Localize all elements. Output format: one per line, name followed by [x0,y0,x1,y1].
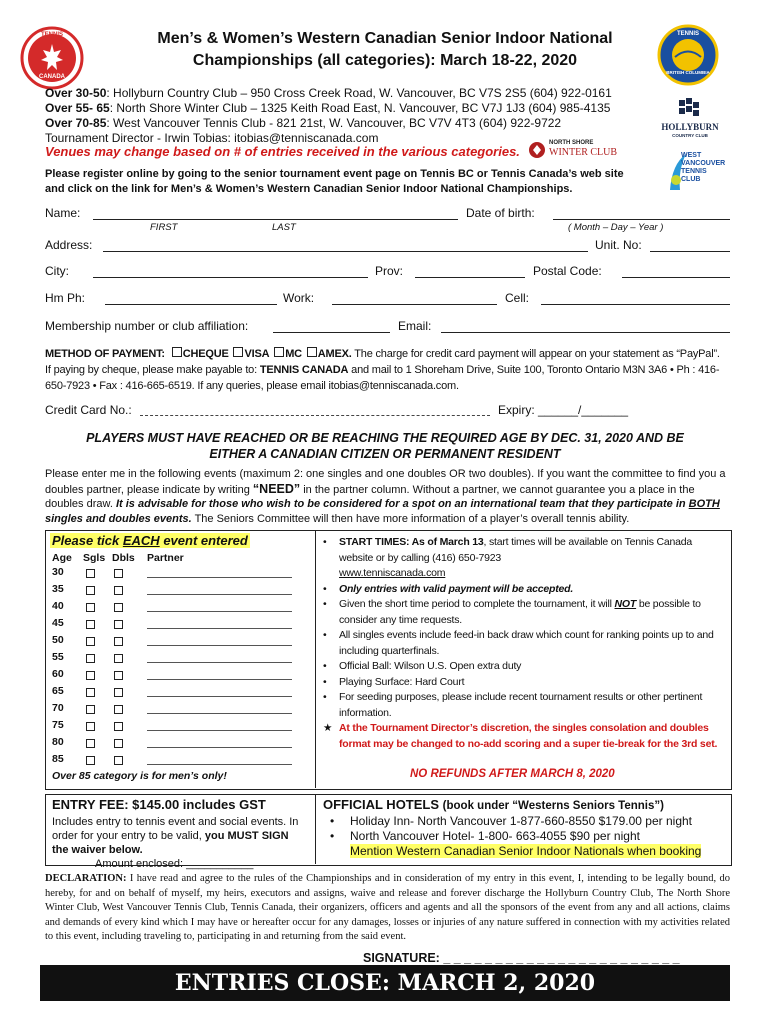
doubles-checkbox-60[interactable] [114,671,123,680]
doubles-checkbox-35[interactable] [114,586,123,595]
valid-payment-text: Only entries with valid payment will be accepted. [339,582,574,595]
page-title [150,28,620,72]
mention-booking-note: Mention Western Canadian Senior Indoor Nationals when booking [350,844,702,858]
payment-text-2: and mail to 1 Shoreham Drive, Suite 100, Toronto Ontario M3N 3A6 • Ph : 416-650-7923 • Fax : 416-665-6519. If any queries, please email itobias@tenniscanada.com. [45,364,720,392]
not-emphasis: NOT [614,598,637,610]
singles-checkbox-75[interactable] [86,722,95,731]
event-row-80 [52,736,312,752]
mc-label: MC [285,348,302,360]
unit-field[interactable] [650,251,730,252]
work-phone-label: Work: [283,291,315,305]
prov-label: Prov: [375,264,404,278]
unit-label: Unit. No: [595,238,642,252]
tennis-canada-logo-bottom: CANADA [39,74,65,80]
cell-field[interactable] [541,304,730,305]
event-row-35 [52,583,312,599]
need-keyword: “NEED” [252,481,301,496]
singles-checkbox-35[interactable] [86,586,95,595]
event-age: 85 [52,753,64,765]
payment-section [45,346,725,394]
entries-close-text: ENTRIES CLOSE: MARCH 2, 2020 [174,970,596,996]
first-name-hint: FIRST [150,222,178,233]
event-row-70 [52,702,312,718]
venue-1-text: : Hollyburn Country Club – 950 Cross Creek Road, W. Vancouver, BC V7S 2S5 (604) 922-0161 [106,86,612,100]
west-van-logo-3: TENNIS [681,168,707,175]
singles-checkbox-60[interactable] [86,671,95,680]
partner-field-65[interactable] [147,696,292,697]
header-sgls: Sgls [83,552,106,564]
fee-hotels-divider [315,794,316,864]
singles-feed-text: All singles events include feed-in back draw which count for ranking points up to and including quarterfinals. [339,629,714,657]
star-icon: ★ [323,722,333,734]
city-label: City: [45,264,69,278]
tennis-bc-logo-top: TENNIS [676,31,699,37]
no-refunds-notice: NO REFUNDS AFTER MARCH 8, 2020 [410,768,615,780]
partner-field-30[interactable] [147,577,292,578]
doubles-checkbox-40[interactable] [114,603,123,612]
director-note-text: At the Tournament Director’s discretion, the singles consolation and doubles format may be changed to no-add scoring and a super tie-break for the 3rd set. [339,722,718,750]
hollyburn-logo [655,96,725,142]
declaration-text: I have read and agree to the rules of the Championships and in consideration of my entry in this event, I, intending to be legally bound, do hereby, for and on behalf of myself, my heirs, executors and assigns, waive and release and forever discharge the Hollyburn Country Club, The North Shore Winter Club, West Vancouver Tennis Club, Tennis Canada, their organizers, officers and agents and all the sponsors of the event from any and all actions, claims and demands of every kind which I may have or hereafter occur for any damages, losses or injuries of any nature suffered in connection with my activities related to this event, including traveling to, participating in and returning from the said event. [45,873,731,942]
doubles-checkbox-75[interactable] [114,722,123,731]
payee: TENNIS CANADA [259,364,349,376]
event-row-55 [52,651,312,667]
event-age: 45 [52,617,64,629]
hotel-item-1: • Holiday Inn- North Vancouver 1-877-660-8550 $179.00 per night [330,814,692,828]
venue-3-text: : West Vancouver Tennis Club - 821 21st, W. Vancouver, BC V7V 4T3 (604) 922-9722 [106,116,562,130]
email-field[interactable] [441,332,730,333]
start-times-label: START TIMES: As of March 13 [339,536,484,548]
doubles-checkbox-70[interactable] [114,705,123,714]
tennis-bc-logo-bottom: BRITISH COLUMBIA [666,70,710,75]
venue-list [45,86,612,146]
players-notice-2: EITHER A CANADIAN CITIZEN OR PERMANENT RESIDENT [209,447,561,461]
event-row-45 [52,617,312,633]
name-label: Name: [45,206,81,220]
tick-title-pre: Please tick [52,533,120,548]
event-age: 40 [52,600,64,612]
bullet-ball: • Official Ball: Wilson U.S. Open extra duty [323,660,522,672]
venue-1 [45,86,612,101]
entry-fee-title: ENTRY FEE: $145.00 includes GST [52,797,266,812]
doubles-checkbox-50[interactable] [114,637,123,646]
bullet-singles-feed: • All singles events include feed-in back draw which count for ranking points up to and including quarterfinals. [323,629,714,657]
partner-field-70[interactable] [147,713,292,714]
partner-field-85[interactable] [147,764,292,765]
event-age: 55 [52,651,64,663]
home-phone-label: Hm Ph: [45,291,86,305]
visa-checkbox[interactable] [233,347,243,357]
singles-checkbox-55[interactable] [86,654,95,663]
register-note: Please register online by going to the senior tournament event page on Tennis BC or Tennis Canada’s web site and click on the link for Men’s & Women’s Western Canadian Senior Indoor National Championships. [45,168,624,195]
title-line-1: Men’s & Women’s Western Canadian Senior Indoor National [157,30,613,47]
partner-field-80[interactable] [147,747,292,748]
work-phone-field[interactable] [332,304,497,305]
visa-label: VISA [244,348,270,360]
signature-field[interactable]: SIGNATURE: _ _ _ _ _ _ _ _ _ _ _ _ _ _ _ _ _ _ _ _ _ _ _ [363,951,680,965]
postal-label: Postal Code: [533,264,602,278]
expiry-field[interactable]: Expiry: ______/_______ [498,403,629,417]
postal-field[interactable] [622,277,730,278]
surface-text: Playing Surface: Hard Court [339,675,465,688]
header-dbls: Dbls [112,552,135,564]
short-time-1: Given the short time period to complete the tournament, it will [339,598,612,610]
event-age: 60 [52,668,64,680]
hotels-subtitle: (book under “Westerns Seniors Tennis”) [442,800,664,812]
partner-field-55[interactable] [147,662,292,663]
event-row-65 [52,685,312,701]
hotels-list [330,814,725,859]
west-van-logo-4: CLUB [681,176,701,183]
entry-fee-text: Includes entry to tennis event and social events. In order for your entry to be valid, [52,816,299,842]
singles-checkbox-45[interactable] [86,620,95,629]
singles-checkbox-30[interactable] [86,569,95,578]
tennis-bc-logo [657,24,719,86]
hotel-item-1-text: Holiday Inn- North Vancouver 1-877-660-8550 $179.00 per night [350,814,692,828]
north-shore-logo-bottom: WINTER CLUB [549,147,618,158]
singles-checkbox-70[interactable] [86,705,95,714]
venue-2-age: Over 55- 65 [45,101,110,115]
header-partner: Partner [147,552,184,564]
credit-card-label: Credit Card No.: [45,403,132,417]
doubles-checkbox-30[interactable] [114,569,123,578]
singles-checkbox-80[interactable] [86,739,95,748]
amex-checkbox[interactable] [307,347,317,357]
email-label: Email: [398,319,432,333]
partner-field-75[interactable] [147,730,292,731]
dob-field[interactable] [553,219,730,220]
event-instructions [45,467,730,526]
city-field[interactable] [93,277,368,278]
singles-checkbox-50[interactable] [86,637,95,646]
cheque-label: CHEQUE [182,348,229,360]
event-age: 35 [52,583,64,595]
west-vancouver-tennis-club-logo [668,150,728,194]
membership-label: Membership number or club affiliation: [45,319,249,333]
tick-title [50,533,250,548]
event-age: 75 [52,719,64,731]
west-van-logo-2: VANCOUVER [681,160,726,167]
hollyburn-logo-name: HOLLYBURN [661,122,719,132]
hotel-item-2-text: North Vancouver Hotel- 1-800- 663-4055 $90 per night [350,829,640,843]
west-van-logo-1: WEST [681,152,702,159]
ball-text: Official Ball: Wilson U.S. Open extra duty [339,660,522,672]
tick-title-each: EACH [122,533,160,548]
hotels-title-main: OFFICIAL HOTELS [323,797,440,812]
address-field[interactable] [103,251,588,252]
pref-text-1: Please enter me in the following events (maximum 2: one singles and one doubles OR two doubles). If you want the committee to find you a doubles partner, please indicate by writing [45,468,726,496]
singles-checkbox-65[interactable] [86,688,95,697]
over-85-note: Over 85 category is for men’s only! [52,770,227,782]
venue-warning: Venues may change based on # of entries received in the various categories. [45,144,520,159]
cell-label: Cell: [505,291,530,305]
tournament-director: Tournament Director - Irwin Tobias: itobias@tenniscanada.com [45,131,379,145]
pref-advice-2: singles and doubles events. [45,512,192,525]
event-age: 65 [52,685,64,697]
short-time-2: be possible to consider any time requests. [339,598,701,626]
hotels-title [323,797,664,812]
venue-2 [45,101,612,116]
events-divider [315,530,316,788]
event-row-30 [52,566,312,582]
bullet-seeding: • For seeding purposes, please include recent tournament results or other pertinent information. [323,691,703,719]
declaration [45,872,730,945]
tick-title-post: event entered [163,533,248,548]
venue-1-age: Over 30-50 [45,86,107,100]
partner-field-40[interactable] [147,611,292,612]
event-row-40 [52,600,312,616]
bullet-start-times: • START TIMES: As of March 13, start times will be available on Tennis Canada website or by calling (416) 650-7923 www.tenniscanada.com [323,536,693,579]
event-age: 80 [52,736,64,748]
pref-both: BOTH [688,498,720,510]
venue-3-age: Over 70-85 [45,116,107,130]
partner-field-60[interactable] [147,679,292,680]
payment-label: METHOD OF PAYMENT: [45,348,165,360]
partner-field-50[interactable] [147,645,292,646]
doubles-checkbox-55[interactable] [114,654,123,663]
must-sign-text: you MUST SIGN the waiver below. [52,830,289,856]
title-line-2: Championships (all categories): March 18-22, 2020 [192,52,578,69]
doubles-checkbox-80[interactable] [114,739,123,748]
last-name-hint: LAST [272,222,296,233]
declaration-label: DECLARATION: [45,873,127,884]
event-row-60 [52,668,312,684]
address-label: Address: [45,238,93,252]
north-shore-logo-top: NORTH SHORE [549,140,594,146]
doubles-checkbox-65[interactable] [114,688,123,697]
event-row-75 [52,719,312,735]
doubles-checkbox-45[interactable] [114,620,123,629]
partner-field-45[interactable] [147,628,292,629]
singles-checkbox-85[interactable] [86,756,95,765]
event-age: 30 [52,566,64,578]
dob-format-hint: ( Month – Day – Year ) [568,222,664,233]
players-notice [40,430,730,462]
dob-label: Date of birth: [466,206,535,220]
event-row-50 [52,634,312,650]
venue-3 [45,116,612,131]
partner-field-35[interactable] [147,594,292,595]
amount-enclosed-field[interactable]: Amount enclosed: ___________ [95,858,254,870]
info-bullets [323,535,723,752]
venue-2-text: : North Shore Winter Club – 1325 Keith Road East, N. Vancouver, BC V7J 1J3 (604) 985-4135 [109,101,611,115]
bullet-short-time: • Given the short time period to complete the tournament, it will NOT be possible to consider any time requests. [323,598,701,626]
name-field[interactable] [93,219,458,220]
event-age: 50 [52,634,64,646]
pref-text-3: The Seniors Committee will then have more information of a player’s overall tennis ability. [194,512,630,525]
players-notice-1: PLAYERS MUST HAVE REACHED OR BE REACHING THE REQUIRED AGE BY DEC. 31, 2020 AND BE [86,431,684,445]
mc-checkbox[interactable] [274,347,284,357]
tennis-canada-logo-top: TENNIS [40,32,63,38]
tennis-canada-logo [20,26,84,90]
credit-card-field[interactable] [140,415,490,416]
membership-field[interactable] [273,332,390,333]
bullet-surface: • Playing Surface: Hard Court [323,675,465,688]
hotel-item-2: • North Vancouver Hotel- 1-800- 663-4055 $90 per night [330,829,640,843]
doubles-checkbox-85[interactable] [114,756,123,765]
seeding-text: For seeding purposes, please include recent tournament results or other pertinent information. [339,691,703,719]
header-age: Age [52,552,72,564]
prov-field[interactable] [415,277,525,278]
bullet-valid-payment: • Only entries with valid payment will be accepted. [323,582,574,595]
pref-text-2: in the partner column. Without a partner, we cannot guarantee you a place in the doubles draw. [45,483,695,510]
pref-advice: It is advisable for those who wish to be considered for a spot on an international team that they participate in [115,498,686,510]
payment-text-1: The charge for credit card payment will appear on your statement as “PayPal”. If paying by cheque, please make payable to: [45,348,720,376]
event-age: 70 [52,702,64,714]
event-row-85 [52,753,312,769]
singles-checkbox-40[interactable] [86,603,95,612]
amex-label: AMEX. [317,348,352,360]
cheque-checkbox[interactable] [172,347,182,357]
entry-fee-body [52,815,302,871]
start-times-text: , start times will be available on Tennis Canada website or by calling (416) 650-7923 [339,536,693,564]
bullet-director-note [323,721,723,752]
hollyburn-logo-sub: COUNTRY CLUB [672,133,708,138]
website-link[interactable]: www.tenniscanada.com [339,567,446,579]
home-phone-field[interactable] [105,304,277,305]
